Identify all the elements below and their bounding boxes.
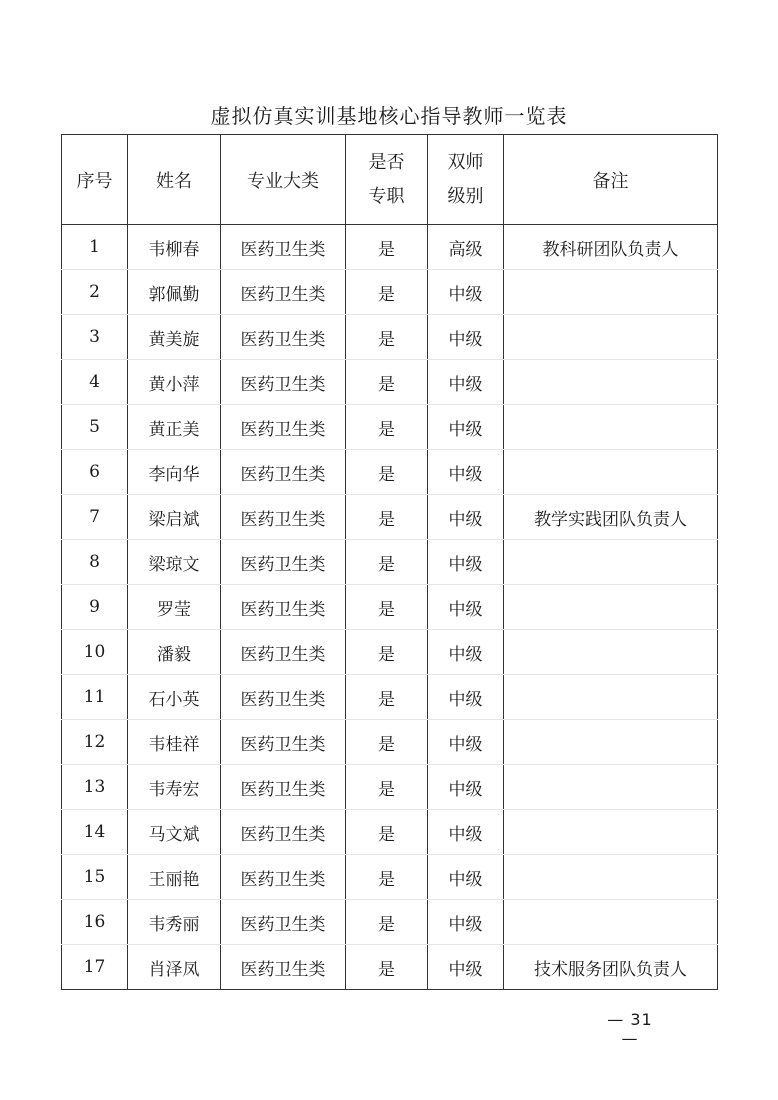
row-major: 医药卫生类 <box>221 855 346 900</box>
row-note: 教科研团队负责人 <box>504 225 718 270</box>
row-note: 教学实践团队负责人 <box>504 495 718 540</box>
row-level: 中级 <box>428 360 504 405</box>
row-note <box>504 900 718 945</box>
row-note <box>504 630 718 675</box>
teacher-table <box>61 134 718 990</box>
row-note <box>504 720 718 765</box>
header-seq: 序号 <box>62 135 128 225</box>
row-fulltime: 是 <box>346 585 428 630</box>
row-level: 中级 <box>428 450 504 495</box>
row-name: 石小英 <box>128 675 221 720</box>
header-note: 备注 <box>504 135 718 225</box>
row-name: 黄美旋 <box>128 315 221 360</box>
header-level-line1: 双师 <box>447 151 484 173</box>
row-note <box>504 315 718 360</box>
row-seq: 7 <box>62 495 128 540</box>
row-seq: 11 <box>62 675 128 720</box>
header-fulltime <box>346 135 428 225</box>
row-seq: 12 <box>62 720 128 765</box>
row-note <box>504 585 718 630</box>
row-level: 中级 <box>428 585 504 630</box>
row-major: 医药卫生类 <box>221 360 346 405</box>
row-fulltime: 是 <box>346 270 428 315</box>
row-major: 医药卫生类 <box>221 900 346 945</box>
row-fulltime: 是 <box>346 540 428 585</box>
row-name: 韦秀丽 <box>128 900 221 945</box>
row-level: 中级 <box>428 540 504 585</box>
row-fulltime: 是 <box>346 360 428 405</box>
row-seq: 9 <box>62 585 128 630</box>
table-row <box>62 450 718 495</box>
row-seq: 5 <box>62 405 128 450</box>
row-fulltime: 是 <box>346 720 428 765</box>
row-seq: 6 <box>62 450 128 495</box>
row-level: 中级 <box>428 270 504 315</box>
row-major: 医药卫生类 <box>221 315 346 360</box>
table-row <box>62 495 718 540</box>
row-major: 医药卫生类 <box>221 450 346 495</box>
row-seq: 16 <box>62 900 128 945</box>
table-row <box>62 765 718 810</box>
row-major: 医药卫生类 <box>221 630 346 675</box>
page-number: — 31 — <box>607 1010 653 1048</box>
table-row <box>62 585 718 630</box>
row-major: 医药卫生类 <box>221 810 346 855</box>
table-row <box>62 270 718 315</box>
row-level: 中级 <box>428 855 504 900</box>
row-fulltime: 是 <box>346 765 428 810</box>
row-level: 中级 <box>428 810 504 855</box>
row-name: 李向华 <box>128 450 221 495</box>
row-name: 韦桂祥 <box>128 720 221 765</box>
row-note <box>504 270 718 315</box>
table-row <box>62 540 718 585</box>
row-level: 中级 <box>428 900 504 945</box>
row-seq: 1 <box>62 225 128 270</box>
row-note: 技术服务团队负责人 <box>504 945 718 990</box>
row-seq: 3 <box>62 315 128 360</box>
row-major: 医药卫生类 <box>221 675 346 720</box>
row-name: 梁琼文 <box>128 540 221 585</box>
row-level: 中级 <box>428 675 504 720</box>
table-row <box>62 945 718 990</box>
row-major: 医药卫生类 <box>221 225 346 270</box>
table-row <box>62 900 718 945</box>
row-major: 医药卫生类 <box>221 765 346 810</box>
row-name: 马文斌 <box>128 810 221 855</box>
row-level: 高级 <box>428 225 504 270</box>
row-level: 中级 <box>428 765 504 810</box>
row-note <box>504 855 718 900</box>
row-seq: 15 <box>62 855 128 900</box>
row-seq: 14 <box>62 810 128 855</box>
row-seq: 8 <box>62 540 128 585</box>
table-row <box>62 810 718 855</box>
table-row <box>62 630 718 675</box>
row-fulltime: 是 <box>346 855 428 900</box>
row-note <box>504 450 718 495</box>
row-name: 黄正美 <box>128 405 221 450</box>
row-fulltime: 是 <box>346 450 428 495</box>
row-seq: 2 <box>62 270 128 315</box>
row-seq: 17 <box>62 945 128 990</box>
row-major: 医药卫生类 <box>221 585 346 630</box>
header-major: 专业大类 <box>221 135 346 225</box>
page-title: 虚拟仿真实训基地核心指导教师一览表 <box>210 104 568 128</box>
row-seq: 13 <box>62 765 128 810</box>
row-major: 医药卫生类 <box>221 405 346 450</box>
row-name: 黄小萍 <box>128 360 221 405</box>
row-level: 中级 <box>428 405 504 450</box>
row-fulltime: 是 <box>346 225 428 270</box>
row-note <box>504 675 718 720</box>
row-name: 郭佩勤 <box>128 270 221 315</box>
row-seq: 10 <box>62 630 128 675</box>
row-fulltime: 是 <box>346 495 428 540</box>
row-name: 韦柳春 <box>128 225 221 270</box>
table-header-row <box>62 135 718 225</box>
row-name: 肖泽凤 <box>128 945 221 990</box>
table-row <box>62 405 718 450</box>
table-row <box>62 720 718 765</box>
row-name: 王丽艳 <box>128 855 221 900</box>
row-fulltime: 是 <box>346 630 428 675</box>
table-row <box>62 855 718 900</box>
row-level: 中级 <box>428 945 504 990</box>
row-note <box>504 540 718 585</box>
row-name: 罗莹 <box>128 585 221 630</box>
row-fulltime: 是 <box>346 900 428 945</box>
row-major: 医药卫生类 <box>221 720 346 765</box>
row-seq: 4 <box>62 360 128 405</box>
row-fulltime: 是 <box>346 675 428 720</box>
row-name: 潘毅 <box>128 630 221 675</box>
header-fulltime-line1: 是否 <box>368 151 405 173</box>
table-row <box>62 675 718 720</box>
row-major: 医药卫生类 <box>221 270 346 315</box>
header-level-line2: 级别 <box>447 185 484 207</box>
row-fulltime: 是 <box>346 810 428 855</box>
header-level <box>428 135 504 225</box>
table-row <box>62 315 718 360</box>
row-note <box>504 765 718 810</box>
row-note <box>504 360 718 405</box>
header-fulltime-line2: 专职 <box>368 185 405 207</box>
row-fulltime: 是 <box>346 405 428 450</box>
row-major: 医药卫生类 <box>221 495 346 540</box>
row-major: 医药卫生类 <box>221 540 346 585</box>
row-level: 中级 <box>428 720 504 765</box>
header-name: 姓名 <box>128 135 221 225</box>
row-note <box>504 405 718 450</box>
row-level: 中级 <box>428 495 504 540</box>
row-fulltime: 是 <box>346 945 428 990</box>
row-name: 韦寿宏 <box>128 765 221 810</box>
table-row <box>62 225 718 270</box>
row-level: 中级 <box>428 630 504 675</box>
row-fulltime: 是 <box>346 315 428 360</box>
row-name: 梁启斌 <box>128 495 221 540</box>
table-row <box>62 360 718 405</box>
row-level: 中级 <box>428 315 504 360</box>
row-note <box>504 810 718 855</box>
row-major: 医药卫生类 <box>221 945 346 990</box>
table-body <box>62 225 718 990</box>
